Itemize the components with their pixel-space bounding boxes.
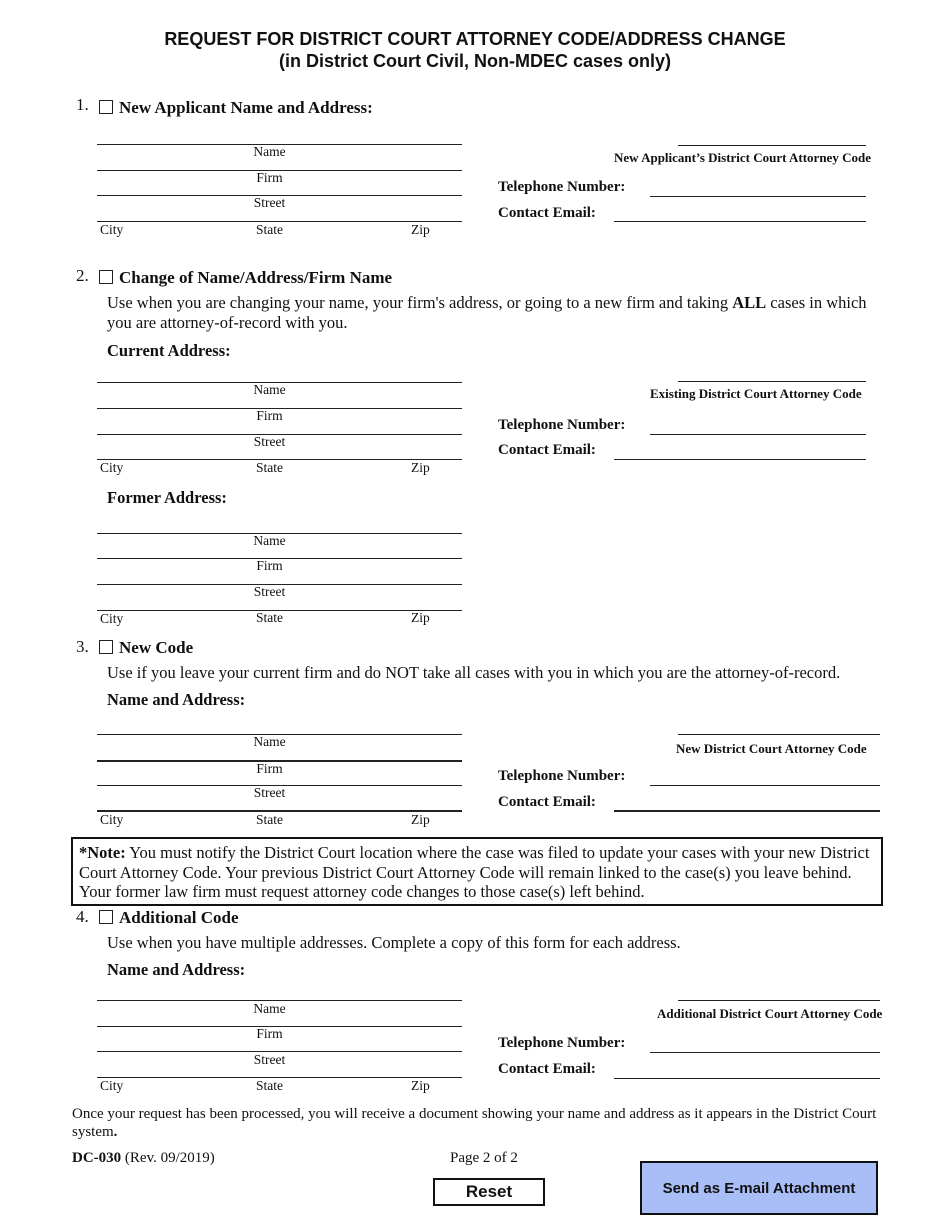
s3-email-label: Contact Email:	[498, 794, 596, 810]
section-2-description: Use when you are changing your name, your firm's address, or going to a new firm and taking ALL cases in which you are attorney-of-record with you.	[107, 293, 867, 332]
s1-code-line[interactable]	[678, 145, 866, 146]
s3-name-address-label: Name and Address:	[107, 690, 246, 709]
section-3-number: 3.	[76, 637, 89, 656]
s4-state-caption: State	[256, 1078, 283, 1093]
s2-telephone-label: Telephone Number:	[498, 417, 626, 433]
s2-former-address-label: Former Address:	[107, 488, 227, 507]
s1-telephone-label: Telephone Number:	[498, 179, 626, 195]
section-3-checkbox[interactable]	[99, 640, 113, 654]
section-4-checkbox[interactable]	[99, 910, 113, 924]
s1-firm-caption: Firm	[256, 170, 283, 185]
s1-name-caption: Name	[253, 144, 286, 159]
s4-email-label: Contact Email:	[498, 1061, 596, 1077]
s3-street-caption: Street	[253, 785, 286, 800]
s3-telephone-line[interactable]	[650, 785, 880, 786]
section-1-heading: New Applicant Name and Address:	[99, 98, 373, 118]
section-4-number: 4.	[76, 907, 89, 926]
s1-email-label: Contact Email:	[498, 205, 596, 221]
s2-former-street-caption: Street	[253, 584, 286, 599]
s4-email-line[interactable]	[614, 1078, 880, 1079]
s2-former-city-caption: City	[100, 611, 124, 626]
section-1-number: 1.	[76, 95, 89, 114]
s4-name-caption: Name	[253, 1001, 286, 1016]
processed-notice: Once your request has been processed, you will receive a document showing your name and address as it appears in the District Court system.	[72, 1106, 877, 1140]
s4-firm-caption: Firm	[256, 1026, 283, 1041]
s1-telephone-line[interactable]	[650, 196, 866, 197]
section-1-checkbox[interactable]	[99, 100, 113, 114]
s2-former-zip-caption: Zip	[411, 610, 430, 625]
s1-email-line[interactable]	[614, 221, 866, 222]
s4-telephone-label: Telephone Number:	[498, 1035, 626, 1051]
s4-code-label: Additional District Court Attorney Code	[657, 1006, 883, 1021]
s2-former-firm-caption: Firm	[256, 558, 283, 573]
s4-zip-caption: Zip	[411, 1078, 430, 1093]
section-2-number: 2.	[76, 266, 89, 285]
s2-code-label: Existing District Court Attorney Code	[650, 386, 862, 401]
s2-current-name-caption: Name	[253, 382, 286, 397]
note-box: *Note: You must notify the District Court location where the case was filed to update your cases with your new District Court Attorney Code. Your previous District Court Attorney Code will remain linked to the case(s) you leave behind. Your former law firm must request attorney code changes to those case(s) left behind.	[71, 837, 883, 906]
s2-current-address-label: Current Address:	[107, 341, 231, 360]
s3-firm-caption: Firm	[256, 761, 283, 776]
form-id: DC-030 (Rev. 09/2019)	[72, 1150, 215, 1166]
page-number: Page 2 of 2	[450, 1150, 518, 1166]
s1-city-caption: City	[100, 222, 124, 237]
form-subtitle: (in District Court Civil, Non-MDEC cases only)	[278, 51, 672, 71]
s2-current-zip-caption: Zip	[411, 460, 430, 475]
s3-code-label: New District Court Attorney Code	[676, 741, 867, 756]
section-2-checkbox[interactable]	[99, 270, 113, 284]
s4-city-caption: City	[100, 1078, 124, 1093]
s4-code-line[interactable]	[678, 1000, 880, 1001]
s4-street-caption: Street	[253, 1052, 286, 1067]
section-4-heading: Additional Code	[99, 908, 239, 928]
s2-former-name-caption: Name	[253, 533, 286, 548]
s2-code-line[interactable]	[678, 381, 866, 382]
s3-city-caption: City	[100, 812, 124, 827]
send-email-attachment-button[interactable]: Send as E-mail Attachment	[640, 1161, 878, 1215]
form-title: REQUEST FOR DISTRICT COURT ATTORNEY CODE/ADDRESS CHANGE	[164, 29, 786, 49]
s2-current-street-caption: Street	[253, 434, 286, 449]
reset-button[interactable]: Reset	[433, 1178, 545, 1206]
section-3-heading: New Code	[99, 638, 193, 658]
s2-current-firm-caption: Firm	[256, 408, 283, 423]
s1-zip-caption: Zip	[411, 222, 430, 237]
s1-state-caption: State	[256, 222, 283, 237]
section-4-description: Use when you have multiple addresses. Complete a copy of this form for each address.	[107, 933, 681, 952]
s3-code-line[interactable]	[678, 734, 880, 735]
s4-telephone-line[interactable]	[650, 1052, 880, 1053]
s2-current-state-caption: State	[256, 460, 283, 475]
section-3-description: Use if you leave your current firm and do NOT take all cases with you in which you are the attorney-of-record.	[107, 663, 841, 682]
s2-email-line[interactable]	[614, 459, 866, 460]
s3-state-caption: State	[256, 812, 283, 827]
s3-telephone-label: Telephone Number:	[498, 768, 626, 784]
s3-name-caption: Name	[253, 734, 286, 749]
s2-current-city-caption: City	[100, 460, 124, 475]
section-2-heading: Change of Name/Address/Firm Name	[99, 268, 392, 288]
s1-street-caption: Street	[253, 195, 286, 210]
s2-email-label: Contact Email:	[498, 442, 596, 458]
s4-name-address-label: Name and Address:	[107, 960, 246, 979]
s2-telephone-line[interactable]	[650, 434, 866, 435]
s3-zip-caption: Zip	[411, 812, 430, 827]
s2-former-state-caption: State	[256, 610, 283, 625]
s3-email-line[interactable]	[614, 810, 880, 812]
s1-code-label: New Applicant’s District Court Attorney Code	[614, 150, 871, 165]
